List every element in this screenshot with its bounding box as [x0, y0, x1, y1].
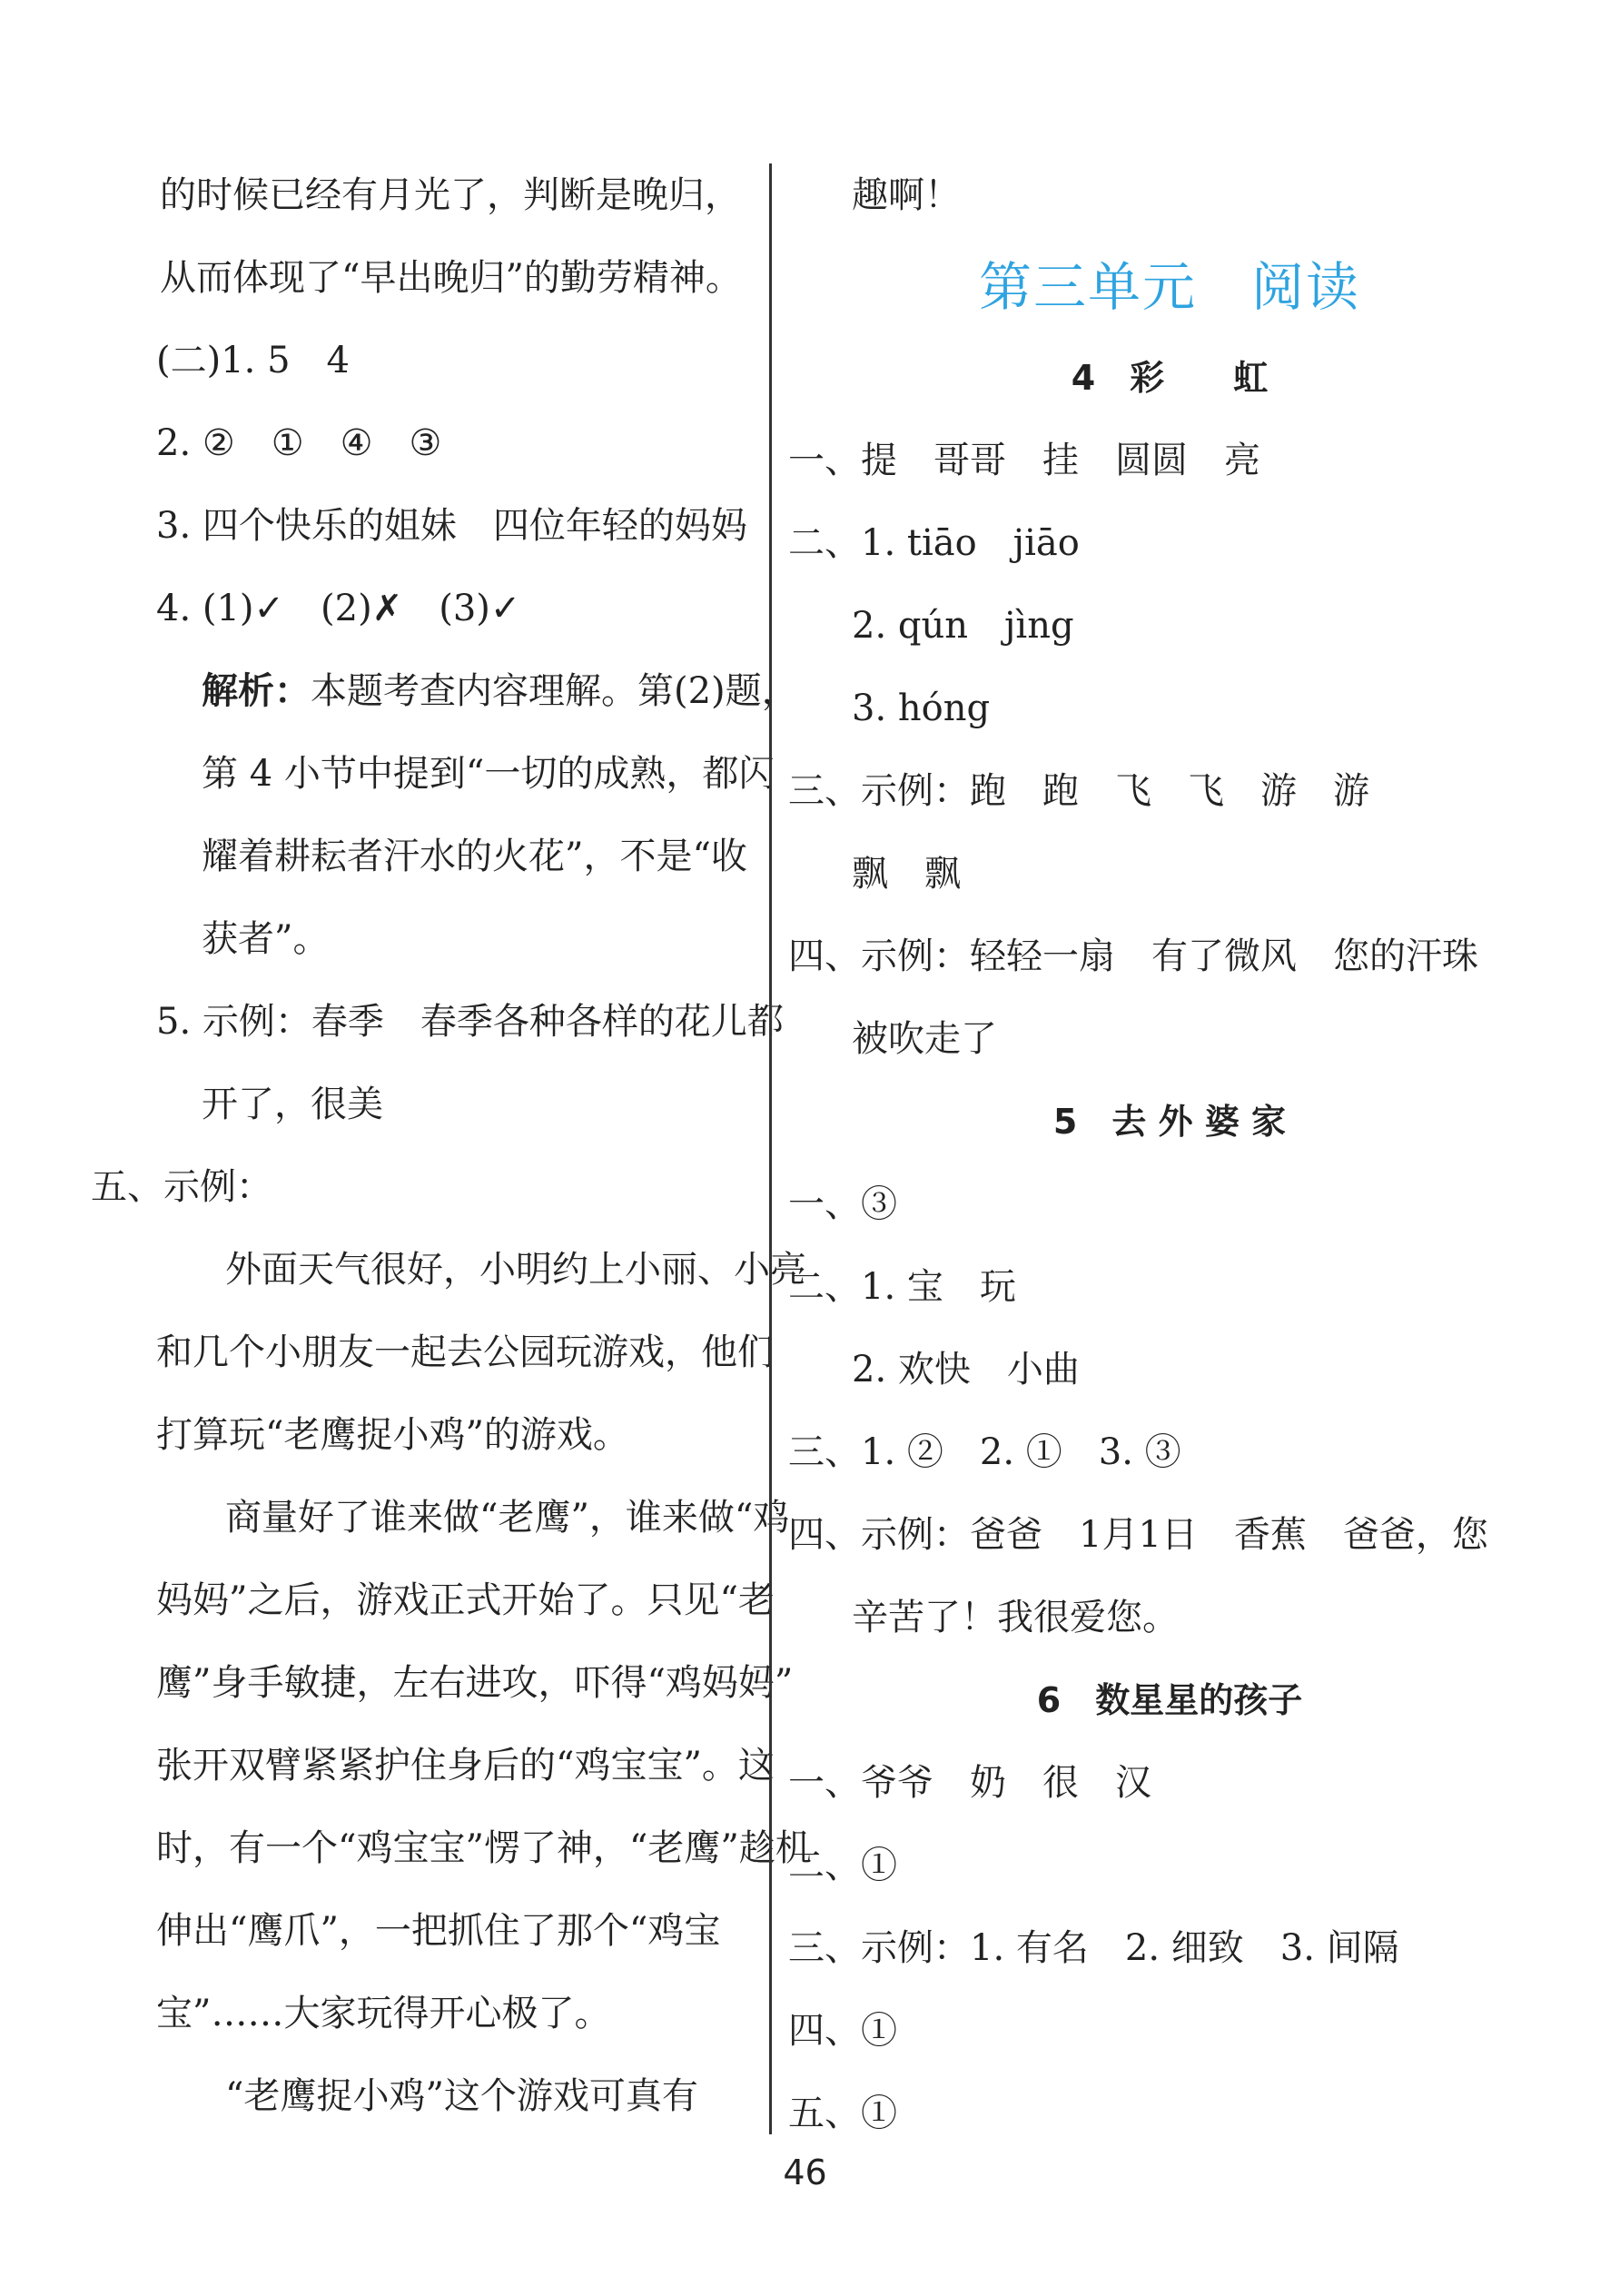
unit-title: 第三单元 阅读	[978, 256, 1360, 318]
page-number: 46	[783, 2152, 827, 2192]
text-line: (二)1. 5 4	[156, 340, 350, 381]
essay-line: 宝”……大家玩得开心极了。	[156, 1993, 611, 2034]
text-line: 的时候已经有月光了，判断是晚归，	[160, 174, 741, 216]
essay-line: 时，有一个“鸡宝宝”愣了神，“老鹰”趁机	[156, 1827, 812, 1869]
analysis-label: 解析：	[202, 670, 311, 712]
essay-line: 商量好了谁来做“老鹰”，谁来做“鸡	[225, 1497, 790, 1539]
answer-line: 2. qún jìng	[852, 605, 1074, 647]
answer-line: 一、爷爷 奶 很 汉	[788, 1762, 1151, 1804]
answer-line: 辛苦了！我很爱您。	[852, 1597, 1179, 1638]
answer-line: 三、示例：跑 跑 飞 飞 游 游	[788, 770, 1369, 812]
text-line: 3. 四个快乐的姐妹 四位年轻的妈妈	[156, 505, 747, 547]
answer-line: 三、1. ② 2. ① 3. ③	[788, 1431, 1181, 1473]
section-title-4: 4 彩 虹	[1071, 358, 1269, 398]
left-column	[91, 154, 812, 2169]
text-line: 4. (1)✓ (2)✗ (3)✓	[156, 588, 521, 629]
answer-line: 被吹走了	[852, 1018, 997, 1060]
answer-line: 四、示例：轻轻一扇 有了微风 您的汗珠	[788, 935, 1478, 977]
answer-line: 四、①	[788, 2010, 897, 2052]
essay-line: 伸出“鹰爪”，一把抓住了那个“鸡宝	[156, 1910, 721, 1952]
text-line: 获者”。	[202, 918, 330, 960]
essay-line: 外面天气很好，小明约上小丽、小亮	[225, 1249, 806, 1291]
answer-line: 四、示例：爸爸 1月1日 香蕉 爸爸，您	[788, 1514, 1488, 1556]
right-column	[788, 154, 1551, 2169]
answer-line: 一、③	[788, 1183, 897, 1225]
text-line: 2. ② ① ④ ③	[156, 422, 442, 464]
text-line: 趣啊！	[852, 174, 961, 216]
answer-line: 一、提 哥哥 挂 圆圆 亮	[788, 440, 1260, 481]
text-line: 开了，很美	[202, 1084, 383, 1125]
answer-line: 3. hóng	[852, 688, 991, 729]
answer-line: 2. 欢快 小曲	[852, 1349, 1080, 1390]
answer-line: 飘 飘	[852, 853, 961, 895]
answer-line: 三、示例：1. 有名 2. 细致 3. 间隔	[788, 1927, 1399, 1969]
analysis-line	[91, 650, 798, 733]
section-title-5: 5 去 外 婆 家	[1052, 1102, 1287, 1142]
section-title-6: 6 数星星的孩子	[1036, 1680, 1303, 1720]
answer-line: 二、1. 宝 玩	[788, 1266, 1016, 1308]
column-divider	[769, 163, 772, 2134]
text-line: 耀着耕耘者汗水的火花”，不是“收	[202, 836, 747, 877]
text-line: 五、示例：	[91, 1166, 272, 1208]
answer-line: 二、①	[788, 1845, 897, 1886]
analysis-text: 本题考查内容理解。第(2)题，	[311, 670, 798, 712]
text-line: 第 4 小节中提到“一切的成熟，都闪	[202, 753, 775, 795]
essay-line: 和几个小朋友一起去公园玩游戏，他们	[156, 1331, 774, 1373]
essay-line: “老鹰捉小鸡”这个游戏可真有	[225, 2075, 698, 2117]
essay-line: 张开双臂紧紧护住身后的“鸡宝宝”。这	[156, 1745, 775, 1786]
essay-line: 打算玩“老鹰捉小鸡”的游戏。	[156, 1414, 629, 1456]
answer-line: 二、1. tiāo jiāo	[788, 522, 1080, 564]
essay-line: 鹰”身手敏捷，左右进攻，吓得“鸡妈妈”	[156, 1662, 794, 1704]
text-line: 从而体现了“早出晚归”的勤劳精神。	[160, 257, 742, 299]
answer-line: 五、①	[788, 2093, 897, 2134]
essay-line: 妈妈”之后，游戏正式开始了。只见“老	[156, 1579, 775, 1621]
text-line: 5. 示例：春季 春季各种各样的花儿都	[156, 1001, 784, 1043]
